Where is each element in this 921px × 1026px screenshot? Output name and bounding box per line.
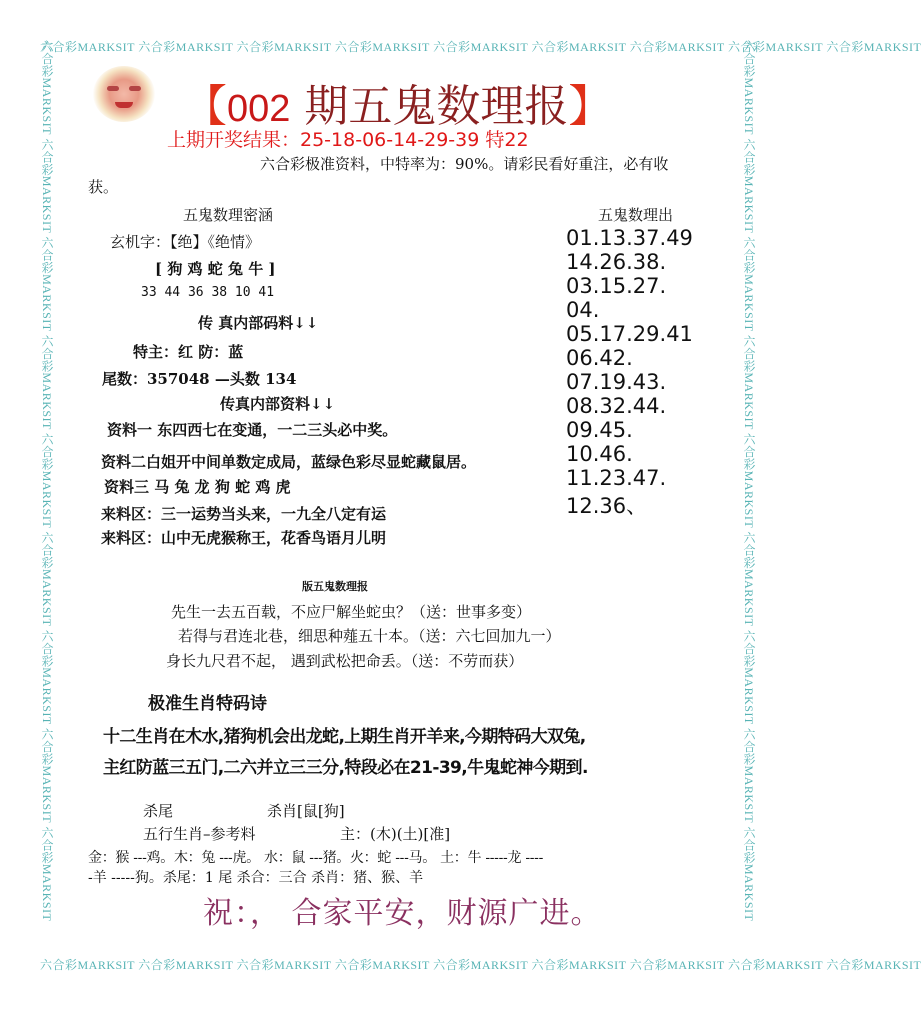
- fax-heading-1: 传 真内部码料↓↓: [198, 314, 319, 332]
- poem-heading: 极准生肖特码诗: [148, 694, 267, 714]
- border-watermark-right: 六合彩MARKSIT 六合彩MARKSIT 六合彩MARKSIT 六合彩MARKSIT 六合彩MARKSIT 六合彩MARKSIT 六合彩MARKSIT 六合彩MARKSIT 六合彩MARKSIT: [742, 40, 756, 922]
- title-bracket-open: 【: [183, 81, 227, 132]
- intro-line-1: 六合彩极准资料，中特率为：90%。请彩民看好重注，必有收: [260, 155, 669, 173]
- number-row: 12.36、: [566, 494, 648, 518]
- number-row: 08.32.44.: [566, 394, 667, 418]
- border-watermark-bottom: 六合彩MARKSIT 六合彩MARKSIT 六合彩MARKSIT 六合彩MARKSIT 六合彩MARKSIT 六合彩MARKSIT 六合彩MARKSIT 六合彩MARKSIT 六合彩MARKSIT: [40, 958, 921, 972]
- poem-line-2: 主红防蓝三五门,二六并立三三分,特段必在21-39,牛鬼蛇神今期到.: [103, 758, 588, 778]
- intro-line-2: 获。: [88, 178, 119, 196]
- shaxiao-text: 杀肖[鼠[狗]: [267, 802, 345, 820]
- laiiao-2: 来料区：山中无虎猴称王，花香鸟语月儿明: [101, 529, 387, 547]
- xuanji-text: 玄机字：【绝】《绝情》: [110, 233, 261, 251]
- riddle-line: 先生一去五百载，不应尸解坐蛇虫？（送：世事多变）: [171, 603, 532, 621]
- elements-line-2: -羊 -----狗。杀尾：1 尾 杀合：三合 杀肖：猪、猴、羊: [88, 870, 424, 886]
- elements-line-1: 金：猴 ---鸡。木：兔 ---虎。 水：鼠 ---猪。火：蛇 ---马。 土：牛 -----龙 ----: [88, 850, 544, 866]
- issue-number: 002: [227, 88, 291, 130]
- number-row: 04.: [566, 298, 600, 322]
- avatar-face-image: [93, 66, 155, 122]
- weishu-text: 尾数：357048 —头数 134: [102, 370, 297, 388]
- title-bracket-close: 】: [568, 81, 613, 132]
- poem-line-1: 十二生肖在木水,猪狗机会出龙蛇,上期生肖开羊来,今期特码大双兔,: [103, 727, 586, 747]
- riddles-heading: 版五鬼数理报: [302, 580, 368, 593]
- shawei-label: 杀尾: [143, 802, 174, 820]
- title-name: 期五鬼数理报: [304, 81, 569, 132]
- riddle-line: 身长九尺君不起， 遇到武松把命丢。（送：不劳而获）: [166, 652, 524, 670]
- laiiao-1: 来料区：三一运势当头来，一九全八定有运: [101, 505, 387, 523]
- number-table: [566, 226, 693, 518]
- number-row: 01.13.37.49: [566, 226, 693, 250]
- number-row: 10.46.: [566, 442, 633, 466]
- number-row: 11.23.47.: [566, 466, 667, 490]
- zhu-text: 主：(木)(土)[准]: [340, 825, 451, 843]
- number-row: 14.26.38.: [566, 250, 667, 274]
- wuxing-label: 五行生肖–参考料: [143, 825, 256, 843]
- border-watermark-left: 六合彩MARKSIT 六合彩MARKSIT 六合彩MARKSIT 六合彩MARKSIT 六合彩MARKSIT 六合彩MARKSIT 六合彩MARKSIT 六合彩MARKSIT 六合彩MARKSIT: [40, 40, 54, 922]
- number-row: 05.17.29.41: [566, 322, 693, 346]
- blessing-text: 祝：， 合家平安，财源广进。: [203, 896, 602, 931]
- border-watermark-top: 六合彩MARKSIT 六合彩MARKSIT 六合彩MARKSIT 六合彩MARKSIT 六合彩MARKSIT 六合彩MARKSIT 六合彩MARKSIT 六合彩MARKSIT 六合彩MARKSIT: [40, 40, 921, 54]
- last-result: 上期开奖结果：25-18-06-14-29-39 特22: [167, 129, 529, 151]
- zodiac-list: [ 狗 鸡 蛇 兔 牛 ]: [155, 260, 276, 278]
- number-list: 33 44 36 38 10 41: [141, 285, 275, 300]
- number-row: 09.45.: [566, 418, 633, 442]
- left-heading: 五鬼数理密涵: [183, 206, 274, 224]
- number-row: 07.19.43.: [566, 370, 667, 394]
- ziliao-3: 资料三 马 兔 龙 狗 蛇 鸡 虎: [104, 478, 291, 496]
- ziliao-2: 资料二白姐开中间单数定成局，蓝绿色彩尽显蛇藏鼠居。: [101, 453, 477, 471]
- ziliao-1: 资料一 东四西七在变通，一二三头必中奖。: [107, 421, 398, 439]
- number-row: 03.15.27.: [566, 274, 667, 298]
- tezhu-text: 特主：红 防：蓝: [133, 343, 244, 361]
- right-heading: 五鬼数理出: [598, 206, 674, 224]
- number-row: 06.42.: [566, 346, 633, 370]
- fax-heading-2: 传真内部资料↓↓: [220, 395, 336, 413]
- riddle-line: 若得与君连北巷，细思种薤五十本。（送：六七回加九一）: [178, 627, 561, 645]
